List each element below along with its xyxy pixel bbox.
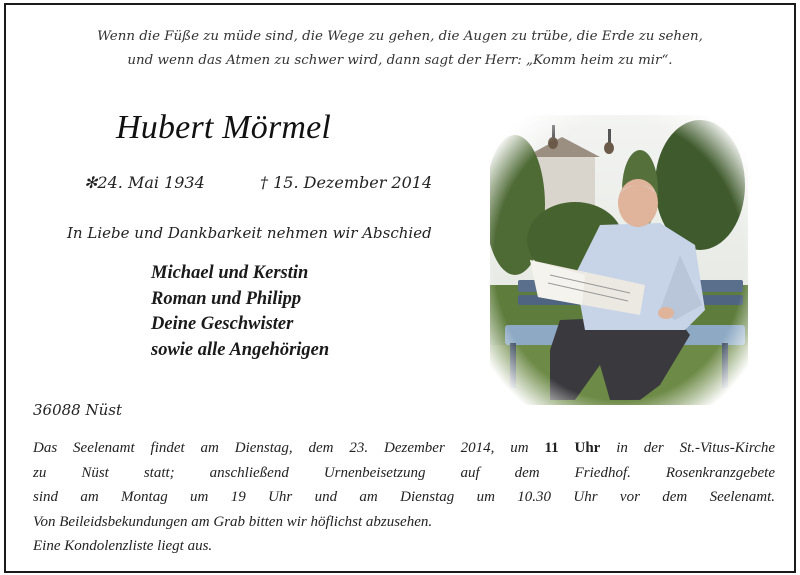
birth-date: ✻24. Mai 1934 <box>84 173 205 192</box>
place: 36088 Nüst <box>33 401 122 419</box>
notice-line-5: Eine Kondolenzliste liegt aus. <box>33 538 213 554</box>
notice-line-1 <box>33 436 775 461</box>
portrait-photo <box>490 115 748 405</box>
service-notice <box>33 436 775 559</box>
poem-line-1: Wenn die Füße zu müde sind, die Wege zu gehen, die Augen zu trübe, die Erde zu sehen, <box>97 29 703 44</box>
service-time: 11 Uhr <box>544 440 601 456</box>
mourner-line: Deine Geschwister <box>151 314 294 334</box>
mourners-list <box>151 261 329 363</box>
notice-line-4: Von Beileidsbekundungen am Grab bitten wir höflichst abzusehen. <box>33 513 433 530</box>
notice-text: Das Seelenamt findet am Dienstag, dem 23. Dezember 2014, um <box>33 440 545 456</box>
farewell-text: In Liebe und Dankbarkeit nehmen wir Abschied <box>67 224 432 242</box>
poem <box>6 25 794 73</box>
death-date: † 15. Dezember 2014 <box>260 173 433 192</box>
notice-text: in der St.-Vitus-Kirche <box>600 440 775 456</box>
notice-line-2: zu Nüst statt; anschließend Urnenbeisetzung auf dem Friedhof. Rosenkranzgebete <box>33 464 775 481</box>
mourner-line: sowie alle Angehörigen <box>151 339 330 360</box>
poem-line-2: und wenn das Atmen zu schwer wird, dann sagt der Herr: „Komm heim zu mir“. <box>127 53 673 68</box>
notice-line-3: sind am Montag um 19 Uhr und am Dienstag um 10.30 Uhr vor dem Seelenamt. <box>33 489 775 505</box>
mourner-line: Roman und Philipp <box>151 288 302 309</box>
deceased-name: Hubert Mörmel <box>116 109 332 146</box>
obituary-card <box>4 3 796 573</box>
mourner-line: Michael und Kerstin <box>151 263 309 283</box>
